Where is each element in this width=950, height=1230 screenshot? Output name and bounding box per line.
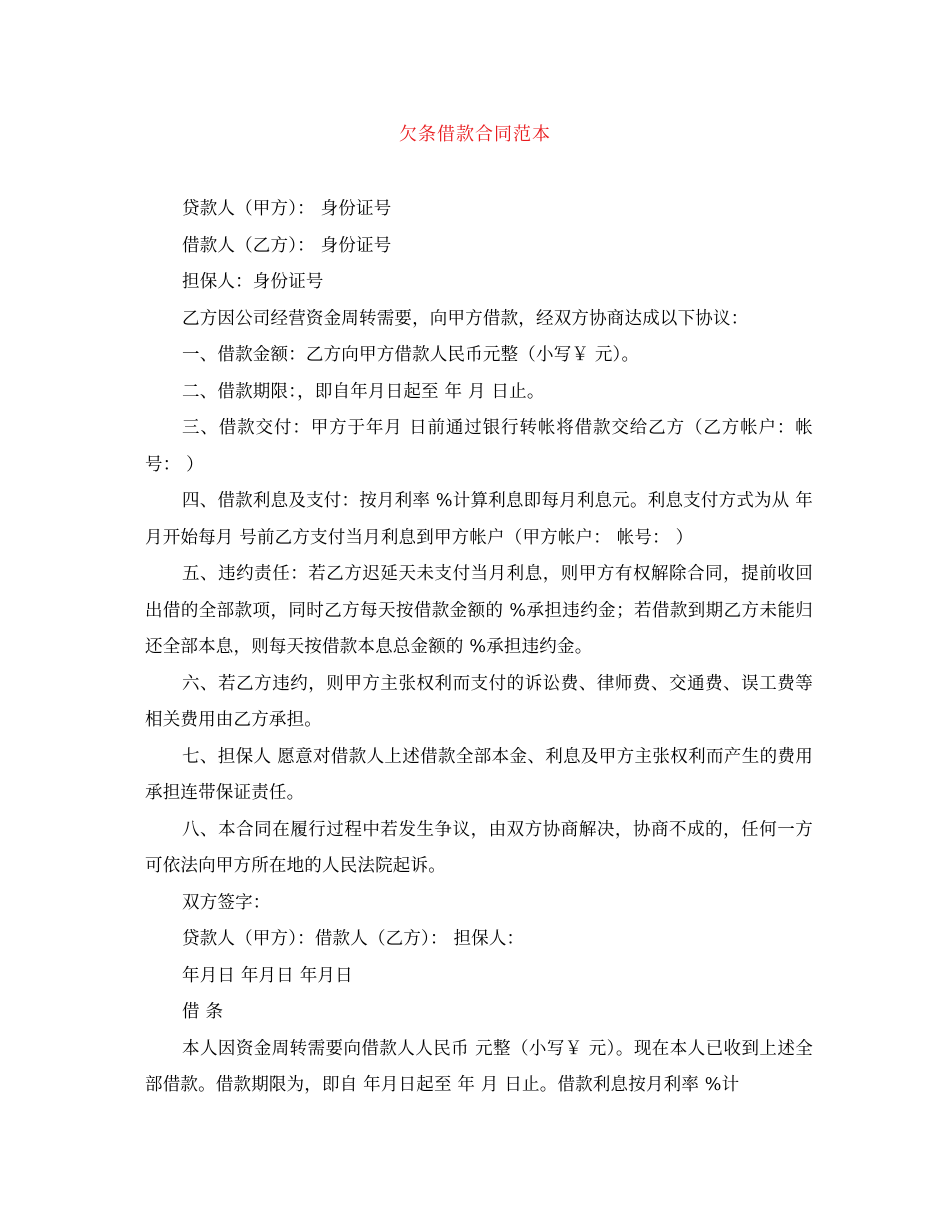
- borrower-line: 借款人（乙方）： 身份证号: [182, 235, 392, 256]
- clause-loan-amount: 一、借款金额：乙方向甲方借款人民币元整（小写￥ 元）。: [182, 345, 640, 365]
- signature-heading: 双方签字：: [182, 892, 271, 913]
- clause-interest-payment: 四、借款利息及支付：按月利率 %计算利息即每月利息元。利息支付方式为从 年月开始每月 号前乙方支付当月利息到甲方帐户（甲方帐户： 帐号： ）: [145, 491, 813, 548]
- iou-heading: 借 条: [182, 1002, 224, 1022]
- iou-paragraph: 本人因资金周转需要向借款人人民币 元整（小写￥ 元）。现在本人已收到上述全部借款。借款期限为，即自 年月日起至 年 月 日止。借款利息按月利率 %计: [145, 1038, 813, 1095]
- clause-guarantee: 七、担保人 愿意对借款人上述借款全部本金、利息及甲方主张权利而产生的费用承担连带保证责任。: [145, 746, 813, 803]
- clause-breach-costs: 六、若乙方违约，则甲方主张权利而支付的诉讼费、律师费、交通费、误工费等相关费用由乙方承担。: [145, 673, 813, 730]
- guarantor-line: 担保人：身份证号: [182, 272, 324, 292]
- clause-breach-liability: 五、违约责任：若乙方迟延天未支付当月利息，则甲方有权解除合同，提前收回出借的全部款项，同时乙方每天按借款金额的 %承担违约金；若借款到期乙方未能归还全部本息，则每天按借款本息总金额的 %承担违约金。: [145, 564, 813, 657]
- lender-line: 贷款人（甲方）： 身份证号: [182, 199, 392, 219]
- clause-dispute: 八、本合同在履行过程中若发生争议，由双方协商解决，协商不成的，任何一方可依法向甲方所在地的人民法院起诉。: [145, 819, 813, 876]
- signature-parties: 贷款人（甲方）：借款人（乙方）： 担保人：: [182, 929, 525, 949]
- agreement-intro: 乙方因公司经营资金周转需要，向甲方借款，经双方协商达成以下协议：: [182, 308, 749, 329]
- clause-loan-delivery: 三、借款交付：甲方于年月 日前通过银行转帐将借款交给乙方（乙方帐户：帐号： ）: [145, 418, 813, 475]
- document-title: 欠条借款合同范本: [399, 124, 551, 145]
- clause-loan-term: 二、借款期限：，即自年月日起至 年 月 日止。: [182, 381, 545, 402]
- document-body: [145, 191, 813, 1104]
- signature-dates: 年月日 年月日 年月日: [182, 965, 353, 986]
